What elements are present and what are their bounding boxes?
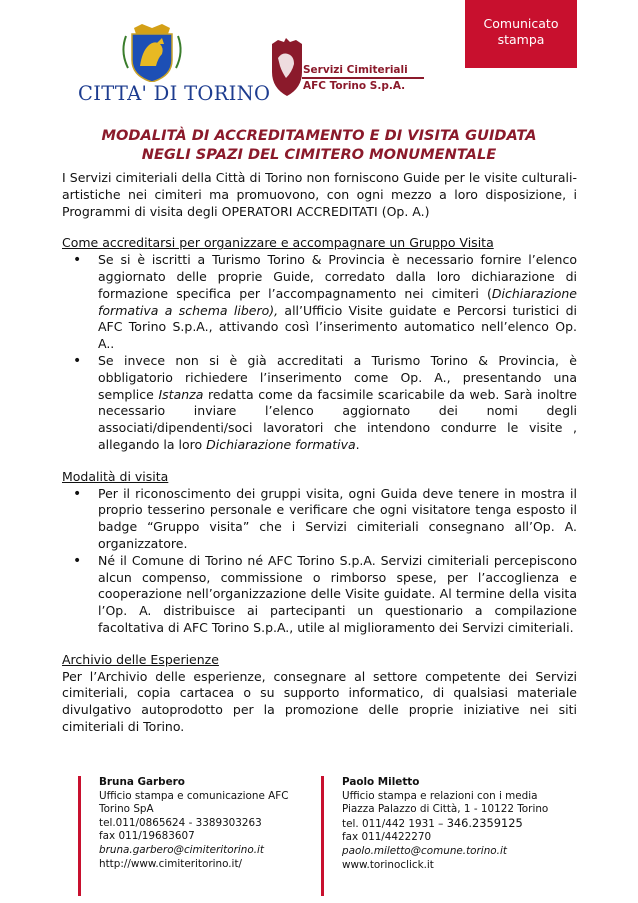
contact-address: Piazza Palazzo di Città, 1 - 10122 Torino <box>342 803 549 816</box>
contact-website-link[interactable]: www.torinoclick.it <box>342 858 434 871</box>
title-line-1: MODALITÀ DI ACCREDITAMENTO E DI VISITA GUIDATA <box>101 127 537 144</box>
document-body <box>62 170 577 736</box>
visit-modes-list <box>62 486 577 637</box>
title-line-2: NEGLI SPAZI DEL CIMITERO MONUMENTALE <box>141 146 497 163</box>
list-item: • Né il Comune di Torino né AFC Torino S.p.A. Servizi cimiteriali percepiscono alcun compenso, commissione o rimborso spese, per l’accoglienza e cooperazione nell’organizzazione delle Visite guidate. Al termine della visita l’Op. A. distribuisce ai partecipanti un questionario a compilazione facoltativa di AFC Torino S.p.A., utile al miglioramento dei Servizi cimiteriali. <box>98 553 577 637</box>
contact-name: Paolo Miletto <box>342 776 420 788</box>
torino-crest-icon <box>112 22 192 82</box>
contact-role: Ufficio stampa e relazioni con i media <box>342 789 538 802</box>
accreditation-list <box>62 252 577 454</box>
afc-logo-divider <box>302 77 424 79</box>
contact-role: Ufficio stampa e comunicazione AFC <box>99 789 289 802</box>
contact-org: Torino SpA <box>99 803 154 816</box>
contact-phone: tel. 011/442 1931 – 346.2359125 <box>342 815 523 830</box>
document-title <box>62 126 576 164</box>
afc-torino-logo <box>268 38 428 98</box>
afc-torino-emblem-icon <box>268 38 308 98</box>
contact-block-miletto <box>321 776 582 896</box>
section-heading-archive: Archivio delle Esperienze <box>62 651 219 667</box>
afc-logo-line-1: Servizi Cimiteriali <box>303 64 408 76</box>
citta-di-torino-logo <box>78 20 271 108</box>
contact-block-garbero <box>78 776 309 896</box>
contact-fax: fax 011/19683607 <box>99 830 195 843</box>
contact-fax: fax 011/4422270 <box>342 831 432 844</box>
intro-paragraph: I Servizi cimiteriali della Città di Torino non forniscono Guide per le visite culturali-artistiche nei cimiteri ma promuovono, con ogni mezzo a loro disposizione, i Programmi di visita degli OPERATORI ACCREDITATI (Op. A.) <box>62 170 577 219</box>
press-release-badge <box>465 0 577 68</box>
torino-logo-text: CITTA' DI TORINO <box>78 82 271 105</box>
list-item: • Se si è iscritti a Turismo Torino & Provincia è necessario fornire l’elenco aggiornato delle proprie Guide, corredato dalla loro dichiarazione di formazione specifica per l’accompagnamento nei cimiteri (Dichiarazione formativa a schema libero), all’Ufficio Visite guidate e Percorsi turistici di AFC Torino S.p.A., attivando così l’inserimento automatico nell’elenco Op. A.. <box>98 252 577 353</box>
contact-website-link[interactable]: http://www.cimiteritorino.it/ <box>99 857 243 870</box>
section-heading-accreditation: Come accreditarsi per organizzare e accompagnare un Gruppo Visita <box>62 235 494 251</box>
contact-email-link[interactable]: bruna.garbero@cimiteritorino.it <box>99 843 264 856</box>
list-item: • Se invece non si è già accreditati a Turismo Torino & Provincia, è obbligatorio richiedere l’inserimento come Op. A., presentando una semplice Istanza redatta come da facsimile scaricabile da web. Sarà inoltre necessario inviare l’elenco aggiornato dei nomi degli associati/dipendenti/soci lavoratori che intendono condurre le visite , allegando la loro Dichiarazione formativa. <box>98 353 577 454</box>
contact-phone: tel.011/0865624 - 3389303263 <box>99 816 262 829</box>
archive-paragraph: Per l’Archivio delle esperienze, consegnare al settore competente dei Servizi cimiteriali, copia cartacea o su supporto informatico, di qualsiasi materiale divulgativo autoprodotto per la promozione delle proprie iniziative nei siti cimiteriali di Torino. <box>62 668 577 734</box>
badge-line-1: Comunicato <box>483 16 559 31</box>
afc-logo-line-2: AFC Torino S.p.A. <box>303 80 406 92</box>
contact-email-link[interactable]: paolo.miletto@comune.torino.it <box>342 844 507 857</box>
contact-name: Bruna Garbero <box>99 776 185 788</box>
section-heading-visit-modes: Modalità di visita <box>62 468 169 484</box>
badge-line-2: stampa <box>497 32 545 47</box>
list-item: • Per il riconoscimento dei gruppi visita, ogni Guida deve tenere in mostra il proprio tesserino personale e verificare che ogni visitatore tenga esposto il badge “Gruppo visita” che i Servizi cimiteriali consegnano all’Op. A. organizzatore. <box>98 486 577 553</box>
